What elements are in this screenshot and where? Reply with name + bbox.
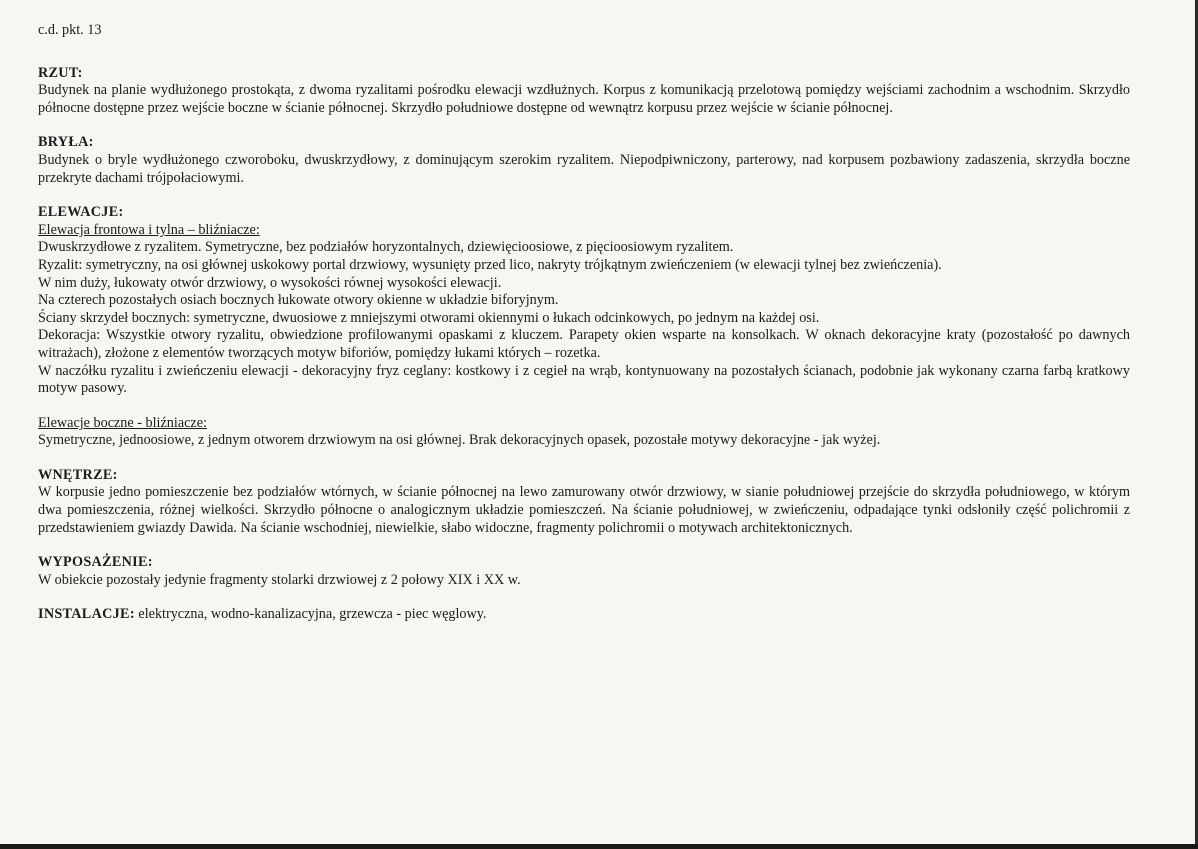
section-title-bryla: BRYŁA: xyxy=(38,134,94,151)
dekoracja-text: Dekoracja: Wszystkie otwory ryzalitu, obwiedzione profilowanymi opaskami z kluczem. Parapety okien wsparte na konsolkach. W oknach dekoracyjne kraty (pozostałość po dawnych witrażach), złożone z elementów tworzących motyw biforiów, pomiędzy łukami których – rozetka. xyxy=(38,327,1130,361)
section-title-rzut: RZUT: xyxy=(38,64,83,81)
bryla-text: Budynek o bryle wydłużonego czworoboku, dwuskrzydłowy, z dominującym szerokim ryzalitem. Niepodpiwniczony, parterowy, nad korpusem pozbawiony zadaszenia, skrzydła boczne przekryte dachami trójpołaciowymi. xyxy=(38,151,1130,186)
elewacje-line: Ściany skrzydeł bocznych: symetryczne, dwuosiowe z mniejszymi otworami okiennymi o łukach odcinkowych, po jednym na każdej osi. xyxy=(38,309,820,326)
wyposazenie-text: W obiekcie pozostały jedynie fragmenty stolarki drzwiowej z 2 połowy XIX i XX w. xyxy=(38,571,521,588)
scan-edge-bottom xyxy=(0,844,1198,849)
boczne-text: Symetryczne, jednoosiowe, z jednym otworem drzwiowym na osi głównej. Brak dekoracyjnych opasek, pozostałe motywy dekoracyjne - jak wyżej. xyxy=(38,432,881,449)
section-title-elewacje: ELEWACJE: xyxy=(38,204,124,221)
elewacje-line: W nim duży, łukowaty otwór drzwiowy, o wysokości równej wysokości elewacji. xyxy=(38,274,502,291)
section-title-wyposazenie: WYPOSAŻENIE: xyxy=(38,554,153,571)
section-elewacje xyxy=(38,204,1130,450)
naczolek-text: W naczółku ryzalitu i zwieńczeniu elewacji - dekoracyjny fryz ceglany: kostkowy i z cegieł na wrąb, kontynuowany na pozostałych ścianach, podobnie jak wykonany czarna farbą kratkowy motyw pasowy. xyxy=(38,362,1130,397)
rzut-text: Budynek na planie wydłużonego prostokąta, z dwoma ryzalitami pośrodku elewacji wzdłużnych. Korpus z komunikacją przelotową pomiędzy wejściami zachodnim a wschodnim. Skrzydło północne dostępne przez wejście boczne w ścianie północnej. Skrzydło południowe dostępne od wewnątrz korpusu przez wejście w ścianie północnej. xyxy=(38,82,1130,116)
section-wnetrze xyxy=(38,467,1130,537)
section-title-instalacje: INSTALACJE: xyxy=(38,606,135,623)
subheading-front-rear: Elewacja frontowa i tylna – bliźniacze: xyxy=(38,221,260,238)
section-bryla xyxy=(38,134,1130,187)
instalacje-text: elektryczna, wodno-kanalizacyjna, grzewcza - piec węglowy. xyxy=(134,606,487,623)
section-wyposazenie xyxy=(38,554,1130,589)
document-page xyxy=(38,22,1130,641)
subheading-side: Elewacje boczne - bliźniacze: xyxy=(38,414,207,431)
page-reference: c.d. pkt. 13 xyxy=(38,22,102,38)
wnetrze-text: W korpusie jedno pomieszczenie bez podziałów wtórnych, w ścianie północnej na lewo zamurowany otwór drzwiowy, w sianie południowej przejście do skrzydła południowego, w którym dwa pomieszczenia, różnej wielkości. Skrzydło północne o analogicznym układzie pomieszczeń. Na ścianie południowej, w zwieńczeniu, odpadające tynki odsłoniły część polichromii z przedstawieniem gwiazdy Dawida. Na ścianie wschodniej, niewielkie, słabo widoczne, fragmenty polichromii o motywach architektonicznych. xyxy=(38,484,1130,536)
section-instalacje xyxy=(38,606,1130,624)
section-rzut xyxy=(38,65,1130,118)
section-title-wnetrze: WNĘTRZE: xyxy=(38,466,118,483)
elewacje-line: Na czterech pozostałych osiach bocznych łukowate otwory okienne w układzie biforyjnym. xyxy=(38,292,559,309)
elewacje-line: Ryzalit: symetryczny, na osi głównej uskokowy portal drzwiowy, wysunięty przed lico, nakryty trójkątnym zwieńczeniem (w elewacji tylnej bez zwieńczenia). xyxy=(38,256,942,273)
elewacje-line: Dwuskrzydłowe z ryzalitem. Symetryczne, bez podziałów horyzontalnych, dziewięcioosiowe, z pięcioosiowym ryzalitem. xyxy=(38,239,734,256)
